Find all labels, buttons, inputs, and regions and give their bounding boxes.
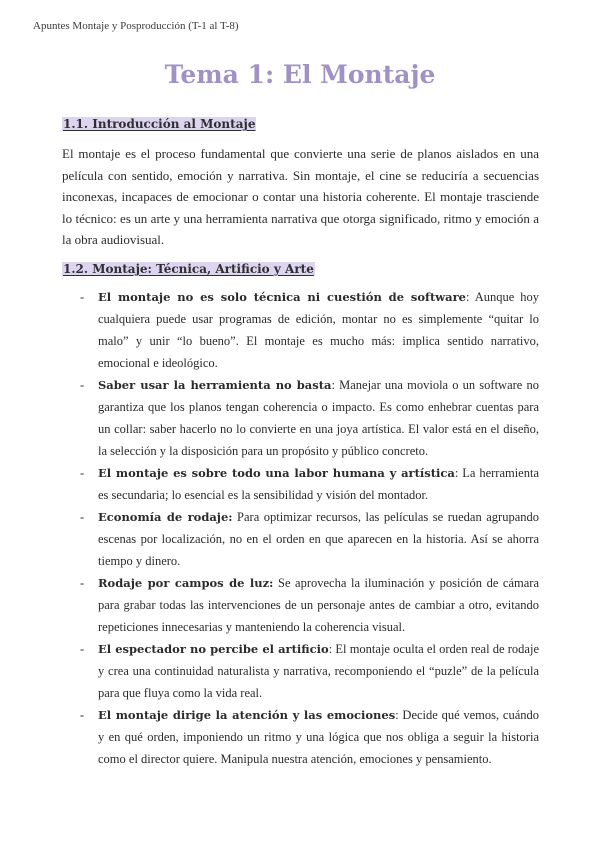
bullet-lead: Economía de rodaje: [98,510,233,524]
section-heading-tecnica [62,262,315,276]
bullet-dash: - [80,378,85,392]
bullet-lead: El montaje es sobre todo una labor humana y artística [98,466,455,480]
list-item [62,704,539,770]
list-item [62,572,539,638]
bullet-dash: - [80,708,85,722]
bullet-dash: - [80,576,85,590]
section-heading-tecnica-text: 1.2. Montaje: Técnica, Artificio y Arte [63,262,314,276]
bullet-lead: El espectador no percibe el artificio [98,642,329,656]
bullet-lead: Saber usar la herramienta no basta [98,378,332,392]
bullet-dash: - [80,466,85,480]
bullet-text: : Aunque hoy cualquiera puede usar programas de edición, montar no es simplemente “quitar lo malo” y unir “lo bueno”. El montaje es mucho más: implica sentido narrativo, emocional e ideológico. [98,290,540,370]
section-heading-intro-text: 1.1. Introducción al Montaje [63,117,256,131]
list-item [62,506,539,572]
page-title: Tema 1: El Montaje [164,60,436,89]
page-header: Apuntes Montaje y Posproducción (T-1 al T-8) [33,20,239,32]
bullet-dash: - [80,290,85,304]
bullet-text: : Manejar una moviola o un software no garantiza que los planos tengan coherencia o impacto. Es como enhebrar cuentas para un collar: saber hacerlo no lo convierte en una joya artística. El valor está en el diseño, la selección y la disposición para un propósito y público concreto. [98,378,540,458]
bullet-lead: Rodaje por campos de luz: [98,576,274,590]
intro-paragraph: El montaje es el proceso fundamental que convierte una serie de planos aislados en una película con sentido, emoción y narrativa. Sin montaje, el cine se reduciría a secuencias inconexas, incapaces de emocionar o contar una historia coherente. El montaje trasciende lo técnico: es un arte y una herramienta narrativa que otorga significado, ritmo y emoción a la obra audiovisual. [62,146,539,247]
list-item [62,374,539,462]
bullet-lead: El montaje dirige la atención y las emociones [98,708,396,722]
bullet-lead: El montaje no es solo técnica ni cuestión de software [98,290,466,304]
bullet-text: Para optimizar recursos, las películas se ruedan agrupando escenas por localización, no en el orden en que aparecen en la historia. Así se ahorra tiempo y dinero. [98,510,539,568]
list-item [62,638,539,704]
bullet-text: : La herramienta es secundaria; lo esencial es la sensibilidad y visión del montador. [98,466,540,502]
section-heading-intro [62,117,256,131]
list-item [62,286,539,374]
bullet-dash: - [80,642,85,656]
bullet-text: Se aprovecha la iluminación y posición de cámara para grabar todas las intervenciones de un personaje antes de cambiar a otro, evitando repeticiones innecesarias y manteniendo la coherencia visual. [98,576,540,634]
bullet-text: : Decide qué vemos, cuándo y en qué orden, imponiendo un ritmo y una lógica que nos obliga a seguir la historia como el director quiere. Manipula nuestra atención, emociones y pensamiento. [98,708,539,766]
bullet-text: : El montaje oculta el orden real de rodaje y crea una continuidad naturalista y narrativa, recomponiendo el “puzle” de la película para que fluya como la vida real. [98,642,539,700]
bullet-list [62,286,539,770]
list-item [62,462,539,506]
bullet-dash: - [80,510,85,524]
